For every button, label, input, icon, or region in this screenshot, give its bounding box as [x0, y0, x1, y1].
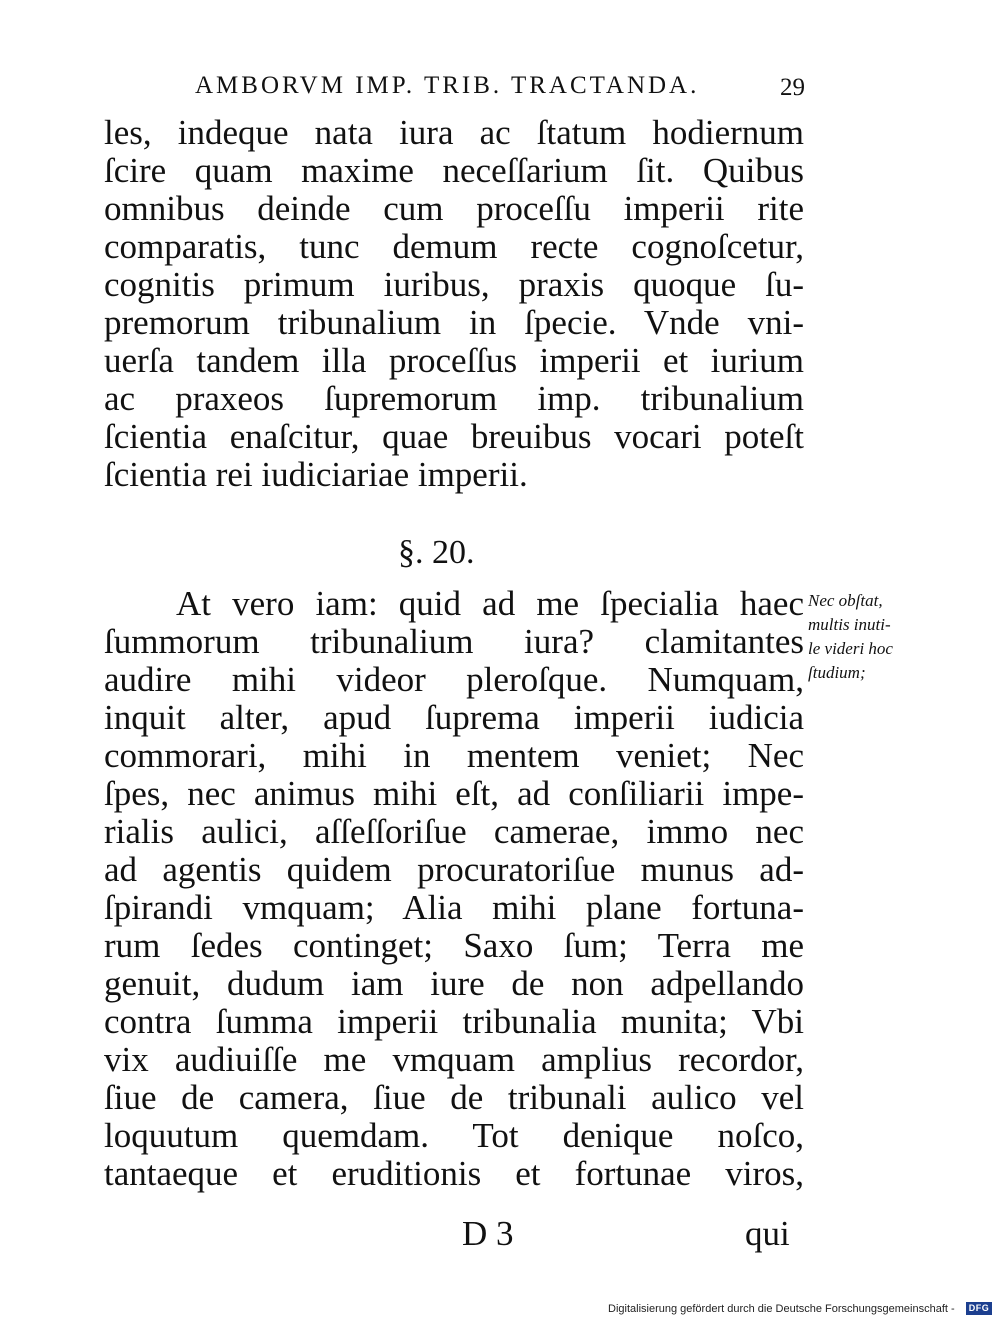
text-line: les, indeque nata iura ac ſtatum hodiernum [104, 113, 804, 152]
text-line: cognitis primum iuribus, praxis quoque ſu- [104, 265, 804, 304]
signature-mark: D 3 [462, 1214, 514, 1253]
margin-note-line: Nec obſtat, [808, 591, 883, 610]
text-line: ſiue de camera, ſiue de tribunali aulico vel [104, 1078, 804, 1117]
dfg-logo: DFG [966, 1302, 992, 1315]
text-line: omnibus deinde cum proceſſu imperii rite [104, 189, 804, 228]
text-line: ſpirandi vmquam; Alia mihi plane fortuna- [104, 888, 804, 927]
text-line: ſcire quam maxime neceſſarium ſit. Quibus [104, 151, 804, 190]
margin-note-line: multis inuti- [808, 615, 891, 634]
text-line: At vero iam: quid ad me ſpecialia haec [176, 584, 804, 623]
digitization-credit: Digitalisierung gefördert durch die Deutsche Forschungsgemeinschaft - [608, 1303, 955, 1315]
running-head: AMBORVM IMP. TRIB. TRACTANDA. [195, 72, 700, 99]
page-number: 29 [780, 74, 805, 101]
text-line: ſcientia rei iudiciariae imperii. [104, 455, 528, 494]
text-line: ſpes, nec animus mihi eſt, ad conſiliarii impe- [104, 774, 804, 813]
text-line: loquutum quemdam. Tot denique noſco, [104, 1116, 804, 1155]
text-line: ſummorum tribunalium iura? clamitantes [104, 622, 804, 661]
text-line: ſcientia enaſcitur, quae breuibus vocari poteſt [104, 417, 804, 456]
text-line: uerſa tandem illa proceſſus imperii et iurium [104, 341, 804, 380]
section-heading: §. 20. [398, 534, 475, 571]
text-line: premorum tribunalium in ſpecie. Vnde vni- [104, 303, 804, 342]
margin-note-line: ſtudium; [808, 663, 866, 682]
catchword: qui [745, 1214, 790, 1253]
text-line: inquit alter, apud ſuprema imperii iudicia [104, 698, 804, 737]
text-line: rialis aulici, aſſeſſoriſue camerae, immo nec [104, 812, 804, 851]
text-line: rum ſedes continget; Saxo ſum; Terra me [104, 926, 804, 965]
text-line: genuit, dudum iam iure de non adpellando [104, 964, 804, 1003]
text-line: comparatis, tunc demum recte cognoſcetur, [104, 227, 804, 266]
text-line: ac praxeos ſupremorum imp. tribunalium [104, 379, 804, 418]
text-line: ad agentis quidem procuratoriſue munus ad- [104, 850, 804, 889]
text-line: contra ſumma imperii tribunalia munita; Vbi [104, 1002, 804, 1041]
text-line: commorari, mihi in mentem veniet; Nec [104, 736, 804, 775]
text-line: vix audiuiſſe me vmquam amplius recordor, [104, 1040, 804, 1079]
margin-note-line: le videri hoc [808, 639, 893, 658]
text-line: tantaeque et eruditionis et fortunae viros, [104, 1154, 804, 1193]
text-line: audire mihi videor pleroſque. Numquam, [104, 660, 804, 699]
